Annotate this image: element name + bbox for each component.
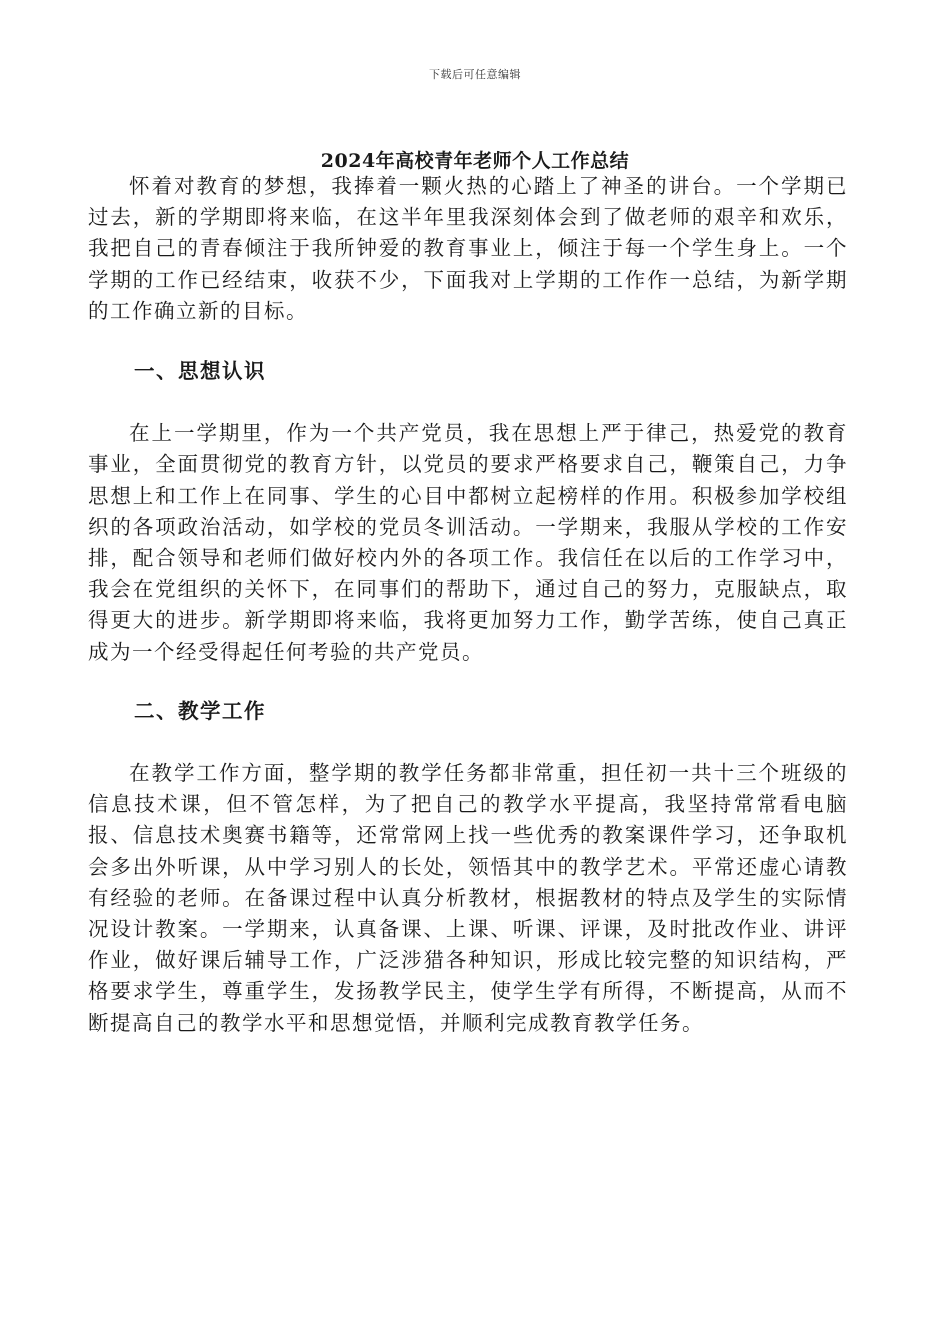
section-heading-thought: 一、思想认识 <box>134 359 266 384</box>
document-title: 2024年高校青年老师个人工作总结 <box>320 150 630 172</box>
document-body <box>88 171 848 1039</box>
section-heading-teaching: 二、教学工作 <box>134 698 266 723</box>
section-paragraph-teaching: 在教学工作方面，整学期的教学任务都非常重，担任初一共十三个班级的信息技术课，但不管怎样，为了把自己的教学水平提高，我坚持常常看电脑报、信息技术奥赛书籍等，还常常网上找一些优秀的教案课件学习，还争取机会多出外听课，从中学习别人的长处，领悟其中的教学艺术。平常还虚心请教有经验的老师。在备课过程中认真分析教材，根据教材的特点及学生的实际情况设计教案。一学期来，认真备课、上课、听课、评课，及时批改作业、讲评作业，做好课后辅导工作，广泛涉猎各种知识，形成比较完整的知识结构，严格要求学生，尊重学生，发扬教学民主，使学生学有所得，不断提高，从而不断提高自己的教学水平和思想觉悟，并顺利完成教育教学任务。 <box>88 761 848 1035</box>
header-note: 下载后可任意编辑 <box>429 68 521 81</box>
section-paragraph-thought: 在上一学期里，作为一个共产党员，我在思想上严于律己，热爱党的教育事业，全面贯彻党的教育方针，以党员的要求严格要求自己，鞭策自己，力争思想上和工作上在同事、学生的心目中都树立起榜样的作用。积极参加学校组织的各项政治活动，如学校的党员冬训活动。一学期来，我服从学校的工作安排，配合领导和老师们做好校内外的各项工作。我信任在以后的工作学习中，我会在党组织的关怀下，在同事们的帮助下，通过自己的努力，克服缺点，取得更大的进步。新学期即将来临，我将更加努力工作，勤学苦练，使自己真正成为一个经受得起任何考验的共产党员。 <box>88 421 848 664</box>
intro-paragraph: 怀着对教育的梦想，我捧着一颗火热的心踏上了神圣的讲台。一个学期已过去，新的学期即将来临，在这半年里我深刻体会到了做老师的艰辛和欢乐，我把自己的青春倾注于我所钟爱的教育事业上，倾注于每一个学生身上。一个学期的工作已经结束，收获不少，下面我对上学期的工作作一总结，为新学期的工作确立新的目标。 <box>88 174 848 323</box>
